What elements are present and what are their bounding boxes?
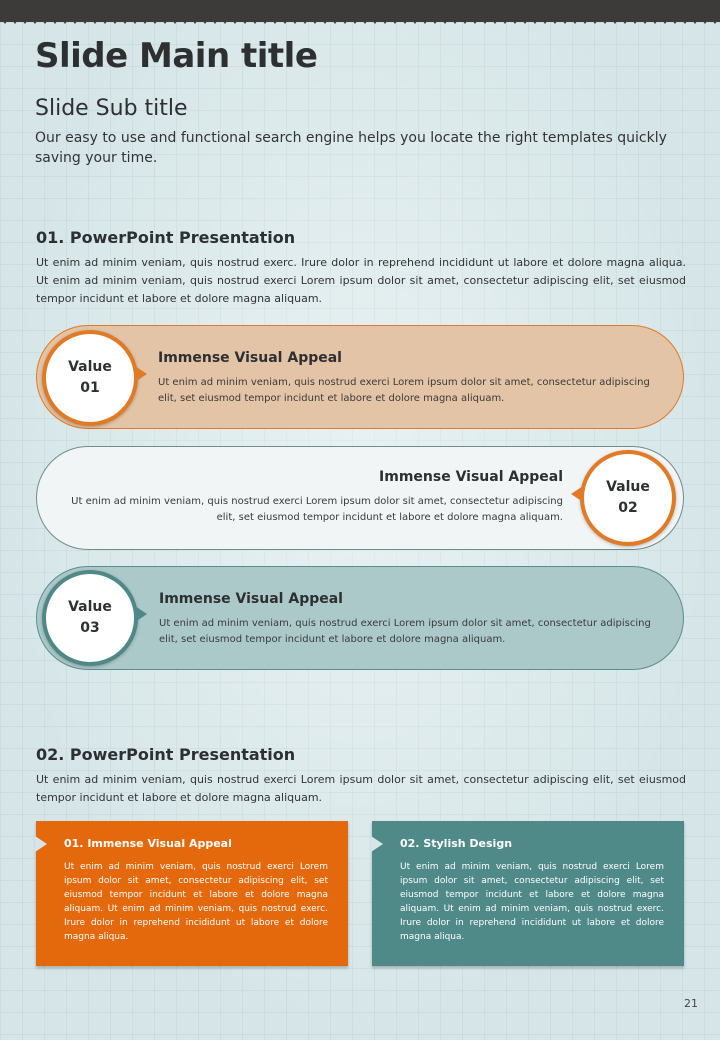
badge-label: Value: [606, 479, 650, 495]
feature-box-1: [36, 821, 348, 966]
value-2-text: Ut enim ad minim veniam, quis nostrud exerci Lorem ipsum dolor sit amet, consectetur adipiscing elit, set eiusmod tempor incidunt et labore et dolore magna aliquam.: [71, 496, 563, 523]
value-3-title: Immense Visual Appeal: [159, 591, 343, 607]
value-3-text: Ut enim ad minim veniam, quis nostrud exerci Lorem ipsum dolor sit amet, consectetur adipiscing elit, set eiusmod tempor incidunt et labore et dolore magna aliquam.: [159, 618, 651, 645]
feature-box-2-title: 02. Stylish Design: [400, 837, 513, 850]
section2-title: 02. PowerPoint Presentation: [36, 745, 296, 764]
feature-box-1-text: Ut enim ad minim veniam, quis nostrud exerci Lorem ipsum dolor sit amet, consectetur adipiscing elit, set eiusmod tempor incidunt et labore et dolore magna aliquam. Ut enim ad minim veniam, quis nostrud exerc. Irure dolor in reprehend incididunt ut labore et dolore magna aliqua.: [64, 862, 328, 942]
box-notch: [35, 836, 47, 852]
feature-box-2-text: Ut enim ad minim veniam, quis nostrud exerci Lorem ipsum dolor sit amet, consectetur adipiscing elit, set eiusmod tempor incidunt et labore et dolore magna aliquam. Ut enim ad minim veniam, quis nostrud exerc. Irure dolor in reprehend incididunt ut labore et dolore magna aliqua.: [400, 862, 664, 942]
badge-number: 03: [80, 620, 100, 636]
badge-pointer: [135, 606, 147, 622]
top-zigzag-bar: [0, 0, 720, 22]
page-title: Slide Main title: [35, 36, 318, 76]
value-badge-2: [580, 450, 676, 546]
value-1-title: Immense Visual Appeal: [158, 350, 342, 366]
value-badge-3: [42, 570, 138, 666]
box-notch: [371, 836, 383, 852]
value-badge-1: [42, 330, 138, 426]
page-number: 21: [684, 997, 698, 1010]
value-2-title: Immense Visual Appeal: [379, 469, 563, 485]
badge-number: 01: [80, 380, 100, 396]
badge-label: Value: [68, 599, 112, 615]
badge-number: 02: [618, 500, 638, 516]
feature-box-1-title: 01. Immense Visual Appeal: [64, 837, 232, 850]
intro-text: Our easy to use and functional search engine helps you locate the right templates quickly saving your time.: [35, 130, 667, 166]
badge-label: Value: [68, 359, 112, 375]
section1-text: Ut enim ad minim veniam, quis nostrud exerc. Irure dolor in reprehend incididunt ut labore et dolore magna aliqua. Ut enim ad minim veniam, quis nostrud exerci Lorem ipsum dolor sit amet, consectetur adipiscing elit, set eiusmod tempor incidunt et labore et dolore magna aliquam.: [36, 256, 686, 305]
page-subtitle: Slide Sub title: [35, 96, 188, 121]
section2-text: Ut enim ad minim veniam, quis nostrud exerci Lorem ipsum dolor sit amet, consectetur adipiscing elit, set eiusmod tempor incidunt et labore et dolore magna aliquam.: [36, 773, 686, 804]
badge-pointer: [571, 486, 583, 502]
section1-title: 01. PowerPoint Presentation: [36, 228, 296, 247]
value-1-text: Ut enim ad minim veniam, quis nostrud exerci Lorem ipsum dolor sit amet, consectetur adipiscing elit, set eiusmod tempor incidunt et labore et dolore magna aliquam.: [158, 377, 650, 404]
zigzag-edge: [0, 17, 720, 25]
feature-box-2: [372, 821, 684, 966]
badge-pointer: [135, 366, 147, 382]
